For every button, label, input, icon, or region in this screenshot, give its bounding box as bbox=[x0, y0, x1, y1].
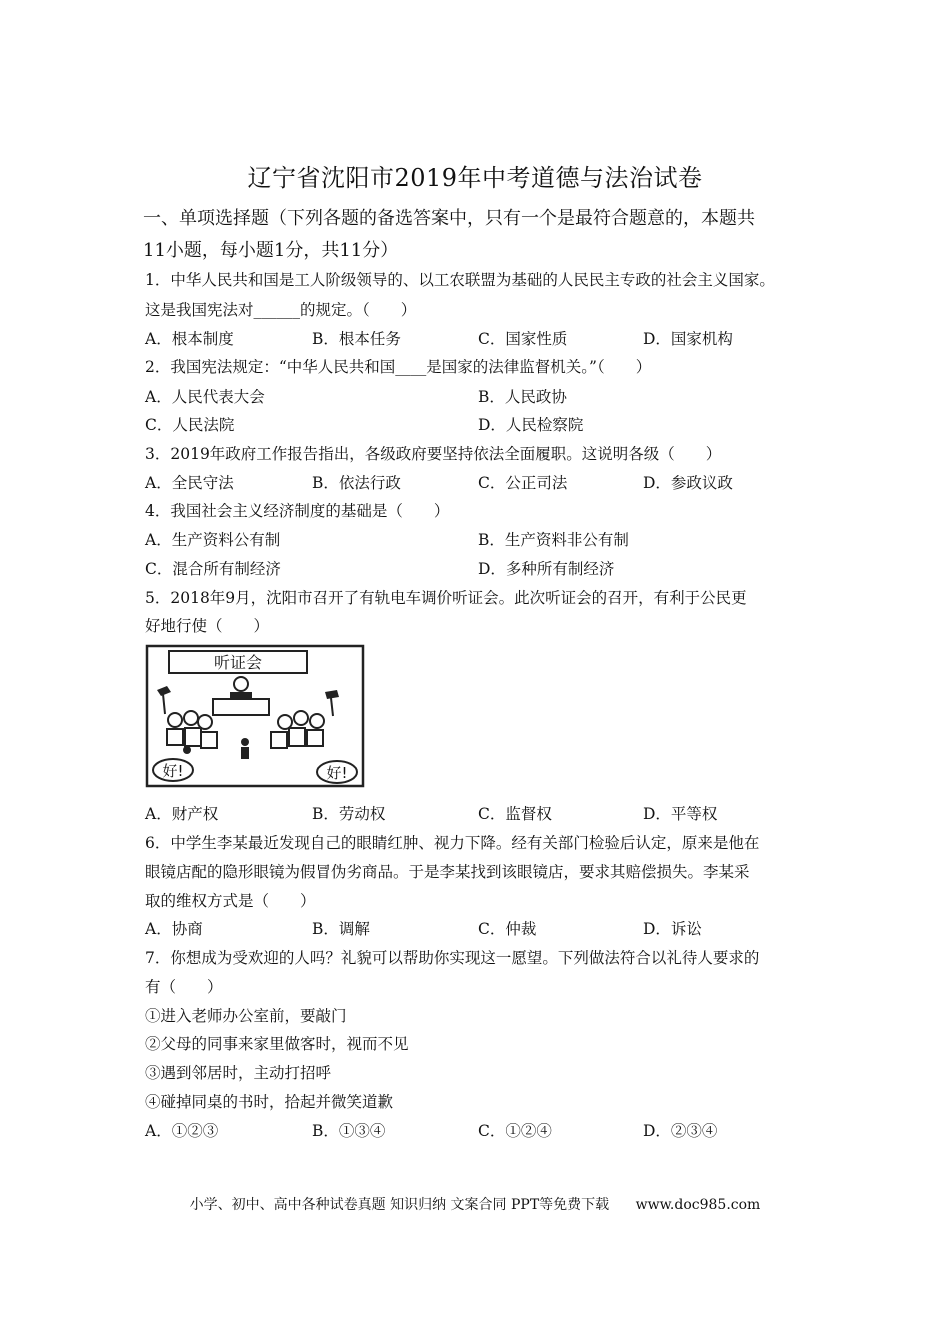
q6-stem-line2: 眼镜店配的隐形眼镜为假冒伪劣商品。于是李某找到该眼镜店，要求其赔偿损失。李某采 bbox=[145, 863, 750, 881]
q2-option-c: C．人民法院 bbox=[145, 416, 235, 434]
q7-stem-line1: 7．你想成为受欢迎的人吗？礼貌可以帮助你实现这一愿望。下列做法符合以礼待人要求的 bbox=[145, 949, 760, 967]
q4-option-c: C．混合所有制经济 bbox=[145, 560, 281, 578]
q7-option-a: A．①②③ bbox=[145, 1122, 219, 1140]
hearing-cartoon bbox=[145, 644, 365, 788]
q3-option-b: B．依法行政 bbox=[312, 474, 401, 492]
q2-option-b: B．人民政协 bbox=[478, 388, 567, 406]
q7-item-4: ④碰掉同桌的书时，拾起并微笑道歉 bbox=[145, 1093, 394, 1111]
q5-stem-line2: 好地行使（ ） bbox=[145, 617, 270, 635]
q7-item-3: ③遇到邻居时，主动打招呼 bbox=[145, 1064, 332, 1082]
q2-option-a: A．人民代表大会 bbox=[145, 388, 265, 406]
q1-option-c: C．国家性质 bbox=[478, 330, 568, 348]
page-footer bbox=[0, 1194, 950, 1214]
q2-option-d: D．人民检察院 bbox=[478, 416, 584, 434]
bubble-left-text: 好! bbox=[162, 762, 184, 780]
footer-text: 小学、初中、高中各种试卷真题 知识归纳 文案合同 PPT等免费下载 bbox=[189, 1197, 610, 1213]
q3-option-c: C．公正司法 bbox=[478, 474, 568, 492]
q5-option-d: D．平等权 bbox=[643, 805, 718, 823]
q1-option-b: B．根本任务 bbox=[312, 330, 401, 348]
q7-option-c: C．①②④ bbox=[478, 1122, 552, 1140]
footer-url[interactable]: www.doc985.com bbox=[635, 1197, 761, 1213]
q7-option-b: B．①③④ bbox=[312, 1122, 386, 1140]
q1-stem-line2: 这是我国宪法对______的规定。（ ） bbox=[145, 301, 417, 319]
q6-stem-line1: 6．中学生李某最近发现自己的眼睛红肿、视力下降。经有关部门检验后认定，原来是他在 bbox=[145, 834, 760, 852]
q7-stem-line2: 有（ ） bbox=[145, 978, 223, 996]
q6-option-c: C．仲裁 bbox=[478, 920, 537, 938]
q7-item-1: ①进入老师办公室前，要敲门 bbox=[145, 1007, 347, 1025]
q1-option-a: A．根本制度 bbox=[145, 330, 234, 348]
q2-stem: 2．我国宪法规定：“中华人民共和国____是国家的法律监督机关。”（ ） bbox=[145, 358, 652, 376]
q5-option-c: C．监督权 bbox=[478, 805, 552, 823]
q4-stem: 4．我国社会主义经济制度的基础是（ ） bbox=[145, 502, 450, 520]
q6-stem-line3: 取的维权方式是（ ） bbox=[145, 892, 316, 910]
exam-title: 辽宁省沈阳市2019年中考道德与法治试卷 bbox=[247, 164, 703, 192]
q3-option-d: D．参政议政 bbox=[643, 474, 733, 492]
q4-option-a: A．生产资料公有制 bbox=[145, 531, 281, 549]
q7-item-2: ②父母的同事来家里做客时，视而不见 bbox=[145, 1035, 409, 1053]
bubble-right-text: 好! bbox=[326, 764, 348, 782]
q6-option-a: A．协商 bbox=[145, 920, 203, 938]
hearing-illustration bbox=[145, 644, 365, 788]
q6-option-d: D．诉讼 bbox=[643, 920, 702, 938]
section-heading-line1: 一、单项选择题（下列各题的备选答案中，只有一个是最符合题意的，本题共 bbox=[143, 208, 755, 229]
q6-option-b: B．调解 bbox=[312, 920, 370, 938]
q3-option-a: A．全民守法 bbox=[145, 474, 234, 492]
banner-text: 听证会 bbox=[213, 653, 263, 672]
q3-stem: 3．2019年政府工作报告指出，各级政府要坚持依法全面履职。这说明各级（ ） bbox=[145, 445, 722, 463]
section-heading-line2: 11小题，每小题1分，共11分） bbox=[143, 240, 399, 261]
q5-option-b: B．劳动权 bbox=[312, 805, 386, 823]
q1-option-d: D．国家机构 bbox=[643, 330, 733, 348]
q4-option-b: B．生产资料非公有制 bbox=[478, 531, 629, 549]
q1-stem-line1: 1．中华人民共和国是工人阶级领导的、以工农联盟为基础的人民民主专政的社会主义国家。 bbox=[145, 271, 775, 289]
q4-option-d: D．多种所有制经济 bbox=[478, 560, 615, 578]
q5-option-a: A．财产权 bbox=[145, 805, 219, 823]
q5-stem-line1: 5．2018年9月，沈阳市召开了有轨电车调价听证会。此次听证会的召开，有利于公民更 bbox=[145, 589, 747, 607]
q7-option-d: D．②③④ bbox=[643, 1122, 718, 1140]
